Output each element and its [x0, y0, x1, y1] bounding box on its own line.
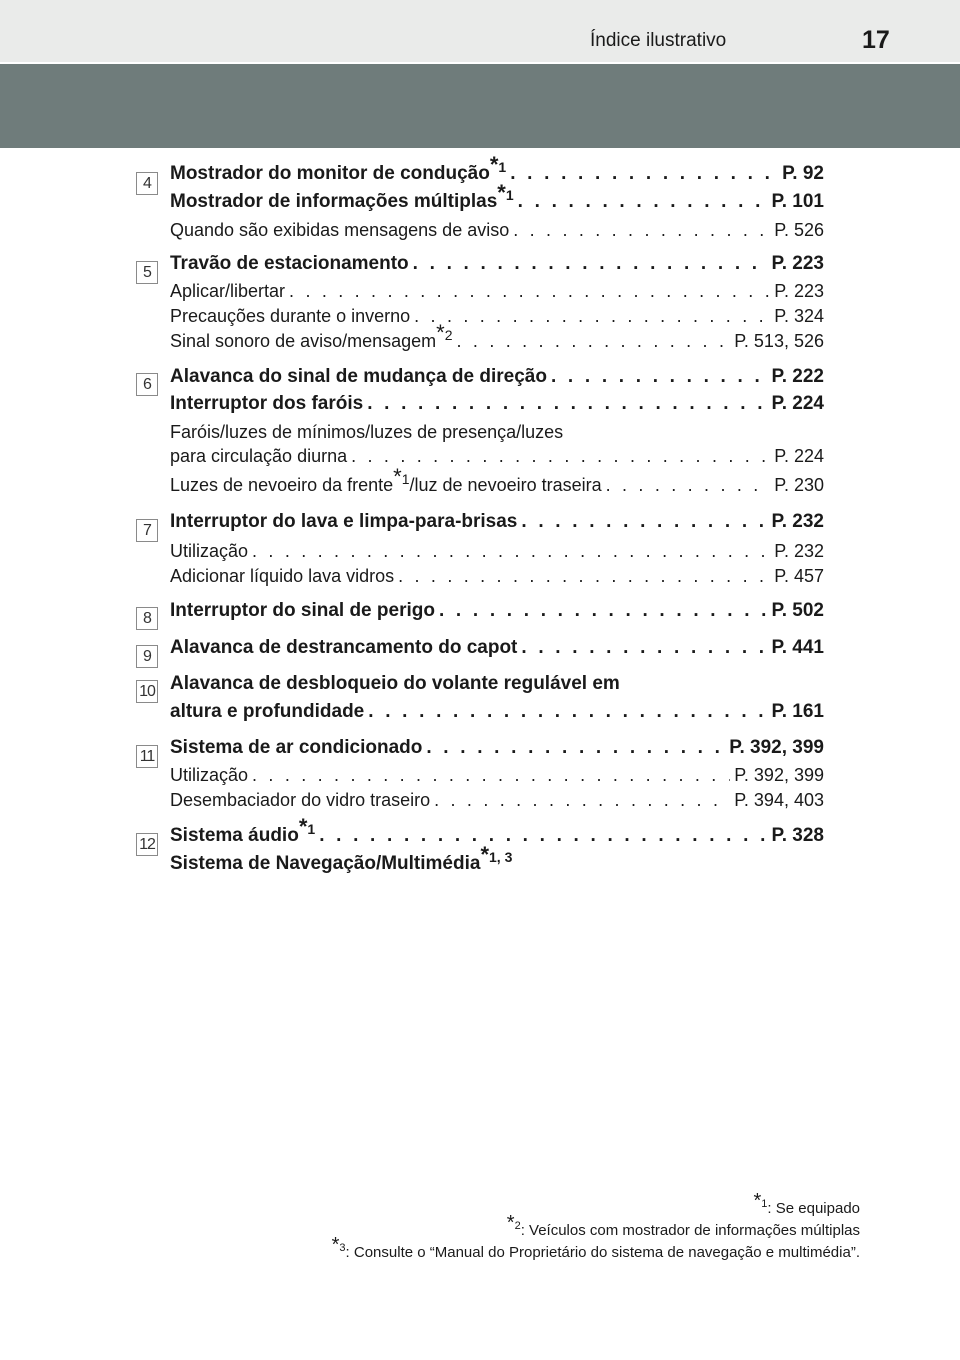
index-entry[interactable]: [170, 600, 824, 622]
dot-leader: [252, 541, 770, 562]
index-entry-label: Faróis/luzes de mínimos/luzes de presença/luzes: [170, 422, 564, 442]
footnote-ref: *1, 3: [480, 842, 513, 867]
index-entry[interactable]: [170, 701, 824, 723]
dot-leader: [521, 637, 767, 659]
dot-leader: [457, 331, 731, 352]
index-entry-label: Utilização: [170, 765, 249, 785]
index-entry[interactable]: [170, 566, 824, 587]
index-entry-label: Interruptor dos faróis: [170, 393, 364, 414]
index-entry-label: Mostrador de informações múltiplas$^{*1}$: [170, 180, 514, 212]
section-number-marker: 11: [136, 745, 158, 768]
index-entry-label: Quando são exibidas mensagens de aviso: [170, 220, 510, 240]
index-entry[interactable]: [170, 393, 824, 415]
index-entry[interactable]: [170, 422, 824, 443]
index-entry[interactable]: [170, 637, 824, 659]
footnote-ref: *2: [436, 320, 453, 345]
footnote-ref: *1: [393, 464, 410, 489]
dot-leader: [413, 253, 768, 275]
footnote-line: $^{*3}$: Consulte o “Manual do Proprietário do sistema de navegação e multimédia”.: [331, 1234, 860, 1261]
index-entry-label: Alavanca de destrancamento do capot: [170, 637, 518, 658]
page-reference[interactable]: P. 161: [771, 701, 824, 722]
dot-leader: [606, 475, 771, 496]
index-entry-label: altura e profundidade: [170, 701, 365, 722]
index-entry-label: Precauções durante o inverno: [170, 306, 411, 326]
page-reference[interactable]: P. 222: [771, 366, 824, 387]
dot-leader: [368, 701, 767, 723]
index-entry-label: Sistema de Navegação/Multimédia$^{*1, 3}$: [170, 842, 513, 874]
section-number-marker: 8: [136, 607, 158, 630]
index-entry-label: Desembaciador do vidro traseiro: [170, 790, 431, 810]
index-entry-label: Alavanca de desbloqueio do volante regulável em: [170, 673, 620, 694]
dot-leader: [252, 765, 730, 786]
index-entry[interactable]: [170, 765, 824, 786]
page-reference[interactable]: P. 513, 526: [734, 331, 824, 351]
index-entry[interactable]: [170, 306, 824, 327]
index-entry[interactable]: [170, 790, 824, 811]
footnotes: [331, 1190, 860, 1264]
dot-leader: [319, 825, 767, 847]
page-reference[interactable]: P. 328: [771, 825, 824, 846]
index-entry-label: Adicionar líquido lava vidros: [170, 566, 395, 586]
page-reference[interactable]: P. 392, 399: [729, 737, 824, 758]
index-entry[interactable]: [170, 464, 824, 496]
dot-leader: [414, 306, 770, 327]
dot-leader: [510, 163, 778, 185]
page-number: 17: [862, 26, 890, 54]
index-entry-label: Aplicar/libertar: [170, 281, 286, 301]
illustration-band: [0, 64, 960, 148]
index-entry-label: Sistema de ar condicionado: [170, 737, 423, 758]
index-entry[interactable]: [170, 281, 824, 302]
section-number-marker: 4: [136, 172, 158, 195]
page-reference[interactable]: P. 223: [774, 281, 824, 301]
page-header-title: Índice ilustrativo: [590, 30, 727, 51]
index-entry-label: Interruptor do sinal de perigo: [170, 600, 435, 621]
footnote-ref: *1: [497, 180, 514, 205]
footnote-line: $^{*2}$: Veículos com mostrador de informações múltiplas: [506, 1212, 860, 1239]
page-reference[interactable]: P. 223: [771, 253, 824, 274]
index-entry[interactable]: [170, 673, 824, 695]
index-entry[interactable]: [170, 446, 824, 467]
section-number-marker: 12: [136, 833, 158, 856]
index-entry-label: Mostrador do monitor de condução$^{*1}$: [170, 152, 507, 184]
page-reference[interactable]: P. 230: [774, 475, 824, 495]
index-entry[interactable]: [170, 737, 824, 759]
page-reference[interactable]: P. 394, 403: [734, 790, 824, 810]
page-reference[interactable]: P. 502: [771, 600, 824, 621]
footnote-ref: *1: [298, 814, 316, 839]
index-entry[interactable]: [170, 220, 824, 241]
index-entry[interactable]: [170, 511, 824, 533]
section-number-marker: 5: [136, 261, 158, 284]
page-reference[interactable]: P. 457: [774, 566, 824, 586]
dot-leader: [439, 600, 768, 622]
index-entry[interactable]: [170, 180, 824, 213]
index-entry-label: Travão de estacionamento: [170, 253, 409, 274]
dot-leader: [551, 366, 768, 388]
page-reference[interactable]: P. 224: [774, 446, 824, 466]
dot-leader: [367, 393, 767, 415]
index-entry[interactable]: [170, 541, 824, 562]
dot-leader: [426, 737, 725, 759]
index-entry[interactable]: [170, 320, 824, 352]
dot-leader: [434, 790, 730, 811]
index-entry[interactable]: [170, 842, 824, 875]
dot-leader: [398, 566, 770, 587]
page-reference[interactable]: P. 92: [782, 163, 824, 184]
index-entry-label: Sistema áudio$^{*1}$: [170, 814, 316, 846]
section-number-marker: 7: [136, 519, 158, 542]
page-reference[interactable]: P. 232: [774, 541, 824, 561]
dot-leader: [351, 446, 770, 467]
page-reference[interactable]: P. 324: [774, 306, 824, 326]
index-entry[interactable]: [170, 814, 824, 847]
section-number-marker: 9: [136, 645, 158, 668]
section-number-marker: 10: [136, 680, 158, 703]
page-header-bar: [0, 0, 960, 62]
page-reference[interactable]: P. 392, 399: [734, 765, 824, 785]
page-reference[interactable]: P. 224: [771, 393, 824, 414]
page-reference[interactable]: P. 101: [771, 191, 824, 212]
index-entry[interactable]: [170, 253, 824, 275]
page-reference[interactable]: P. 526: [774, 220, 824, 240]
footnote-ref: *1: [489, 152, 507, 177]
dot-leader: [518, 191, 768, 213]
index-entry[interactable]: [170, 366, 824, 388]
dot-leader: [513, 220, 770, 241]
page-reference[interactable]: P. 441: [771, 637, 824, 658]
index-entry-label: Sinal sonoro de aviso/mensagem$^{*2}$: [170, 320, 453, 351]
dot-leader: [289, 281, 770, 302]
index-entry-label: Utilização: [170, 541, 249, 561]
section-number-marker: 6: [136, 373, 158, 396]
index-entry-label: Luzes de nevoeiro da frente$^{*1}$/luz de nevoeiro traseira: [170, 464, 602, 495]
index-entry-label: Alavanca do sinal de mudança de direção: [170, 366, 547, 387]
index-entry-label: Interruptor do lava e limpa-para-brisas: [170, 511, 518, 532]
dot-leader: [521, 511, 767, 533]
index-entry-label: para circulação diurna: [170, 446, 348, 466]
page-reference[interactable]: P. 232: [771, 511, 824, 532]
footnote-line: $^{*1}$: Se equipado: [753, 1190, 860, 1217]
